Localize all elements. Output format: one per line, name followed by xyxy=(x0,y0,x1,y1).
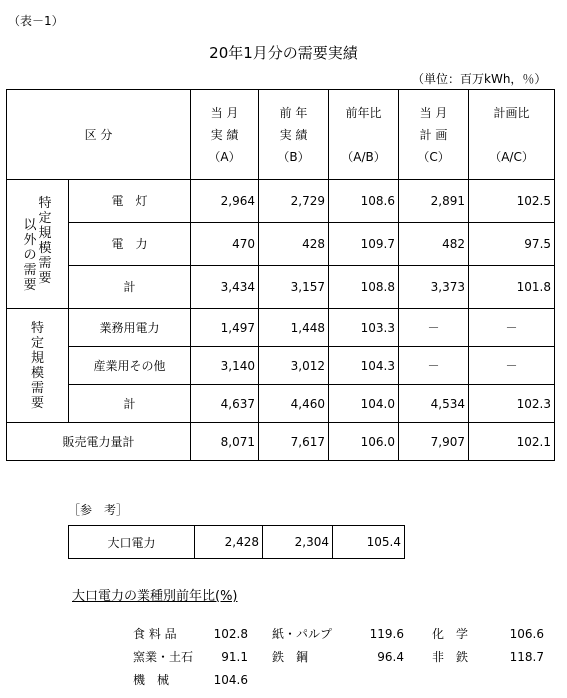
demand-table xyxy=(6,89,555,461)
header-prev-actual: 前 年 実 績 （B） xyxy=(259,90,329,180)
row-label: 電 灯 xyxy=(69,180,191,223)
header-division: 区 分 xyxy=(7,90,191,180)
industry-value: 118.7 xyxy=(509,650,544,664)
industry-value: 106.6 xyxy=(509,627,544,641)
table-number: （表－1） xyxy=(8,14,64,28)
table-row: 電 力 470 428 109.7 482 97.5 xyxy=(7,223,555,266)
industry-value: 102.8 xyxy=(213,627,248,641)
header-current-actual: 当 月 実 績 （A） xyxy=(191,90,259,180)
industry-label: 機 械 xyxy=(133,673,170,687)
industry-label: 窯業・土石 xyxy=(133,650,194,664)
industry-label: 食 料 品 xyxy=(133,627,177,641)
reference-label: ［参 考］ xyxy=(68,503,129,517)
table-row: 産業用その他 3,140 3,012 104.3 － － xyxy=(7,347,555,385)
industry-value: 96.4 xyxy=(377,650,404,664)
table-row: 大口電力 2,428 2,304 105.4 xyxy=(69,526,405,559)
industry-label: 鉄 鋼 xyxy=(272,650,309,664)
table-header-row xyxy=(7,90,555,180)
industry-label: 非 鉄 xyxy=(432,650,469,664)
header-plan-ratio: 計画比 （A/C） xyxy=(469,90,555,180)
header-yoy-ratio: 前年比 （A/B） xyxy=(329,90,399,180)
row-label: 産業用その他 xyxy=(69,347,191,385)
row-label: 計 xyxy=(69,266,191,309)
group-non-specific: 以 外 の 需 要 特 定 規 模 需 要 xyxy=(7,180,69,309)
industry-label: 化 学 xyxy=(432,627,469,641)
group-specific: 特 定 規 模 需 要 xyxy=(7,309,69,423)
reference-table xyxy=(68,525,405,559)
table-row-total: 販売電力量計 8,071 7,617 106.0 7,907 102.1 xyxy=(7,423,555,461)
industry-value: 91.1 xyxy=(221,650,248,664)
header-plan: 当 月 計 画 （C） xyxy=(399,90,469,180)
table-row: 計 4,637 4,460 104.0 4,534 102.3 xyxy=(7,385,555,423)
row-label: 電 力 xyxy=(69,223,191,266)
table-row: 計 3,434 3,157 108.8 3,373 101.8 xyxy=(7,266,555,309)
industry-label: 紙・パルプ xyxy=(272,627,333,641)
industry-title: 大口電力の業種別前年比(%) xyxy=(72,589,238,604)
row-label: 大口電力 xyxy=(69,526,195,559)
row-label: 計 xyxy=(69,385,191,423)
table-row: 以 外 の 需 要 特 定 規 模 需 要 電 灯 2,964 2,729 108.6 2,891 102.5 xyxy=(7,180,555,223)
industry-value: 119.6 xyxy=(369,627,404,641)
unit-label: （単位：百万kWh，％） xyxy=(412,72,547,86)
page-title: 20年1月分の需要実績 xyxy=(209,44,358,62)
row-label: 業務用電力 xyxy=(69,309,191,347)
industry-value: 104.6 xyxy=(213,673,248,687)
row-label: 販売電力量計 xyxy=(7,423,191,461)
table-row: 特 定 規 模 需 要 業務用電力 1,497 1,448 103.3 － － xyxy=(7,309,555,347)
